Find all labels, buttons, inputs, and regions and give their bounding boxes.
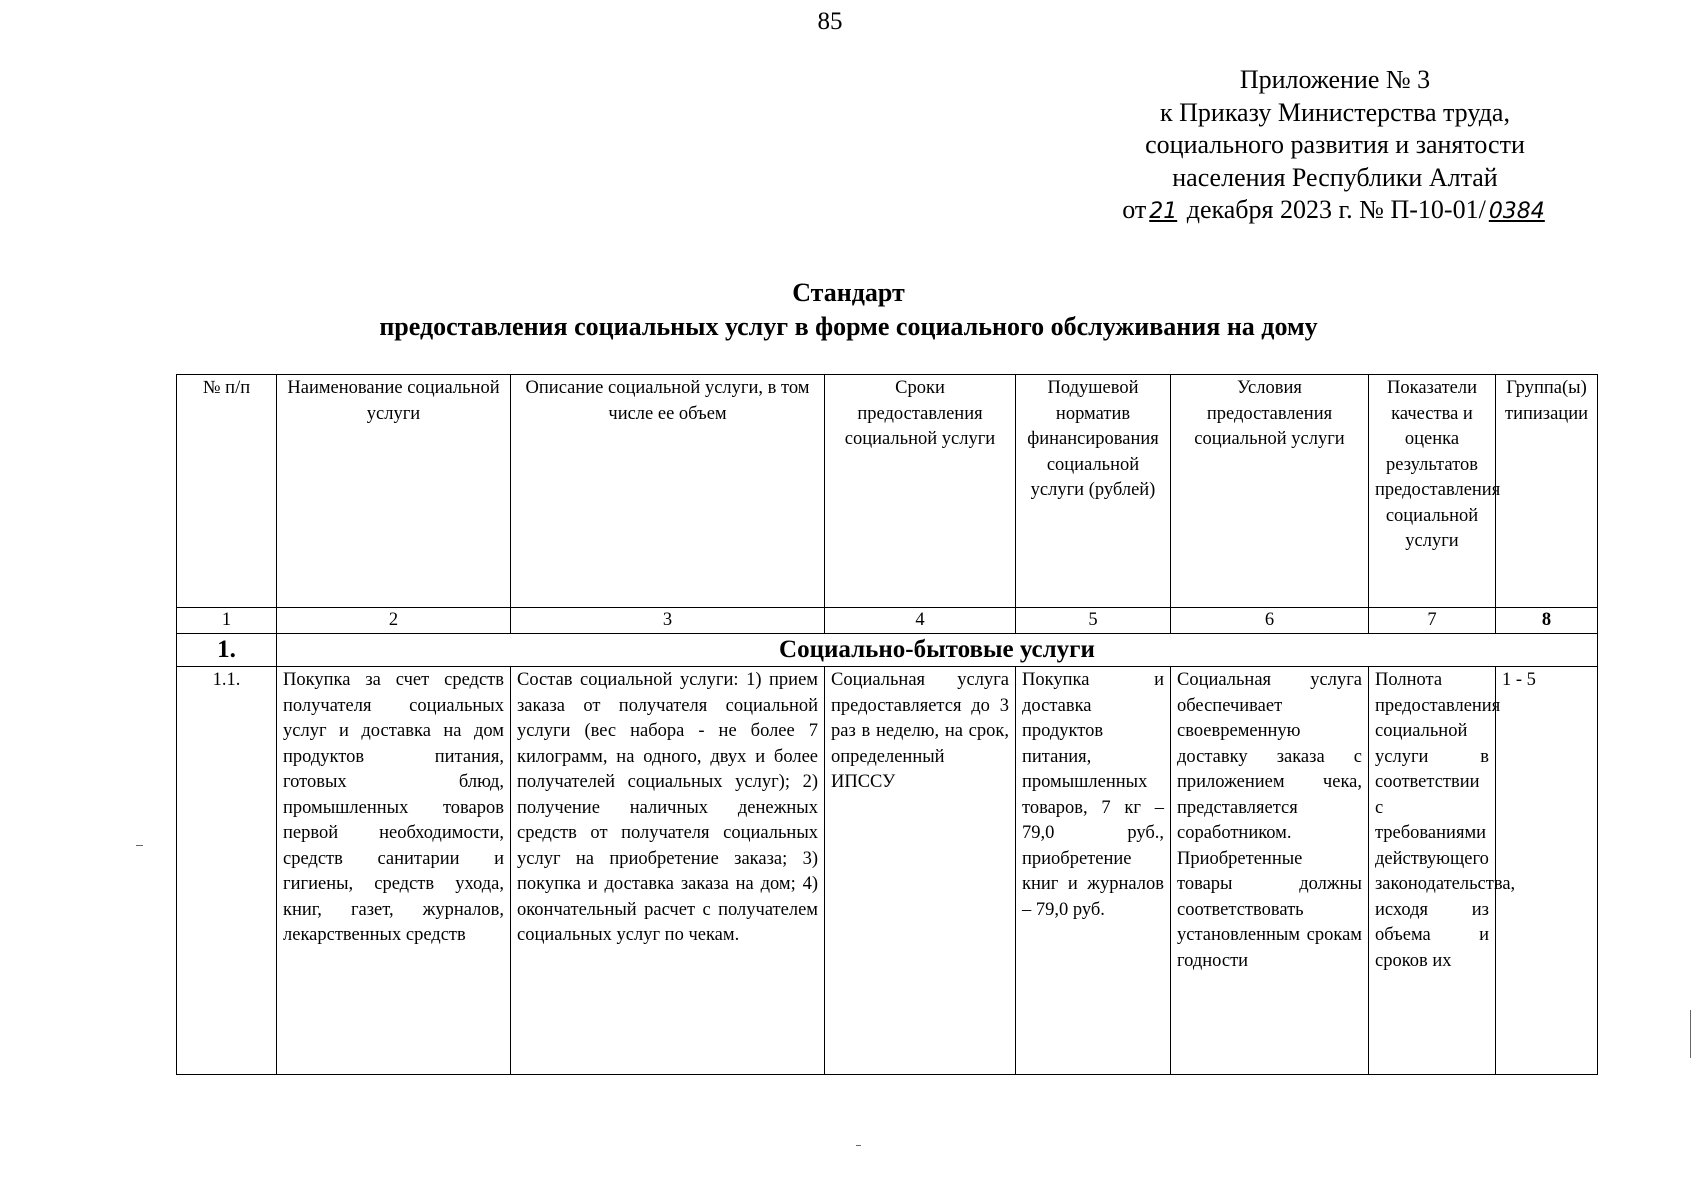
document-title (0, 276, 1697, 344)
header-cell-number: № п/п (177, 375, 277, 608)
title-line-1: Стандарт (792, 278, 905, 307)
scan-artifact (1690, 1010, 1691, 1058)
appendix-line-3: социального развития и занятости (1145, 130, 1525, 159)
header-cell-quality: Показатели качества и оценка результатов предоставления социальной услуги (1369, 375, 1496, 608)
column-number: 4 (825, 608, 1016, 634)
date-rest: декабря 2023 г. № П-10-01/ (1186, 195, 1486, 224)
section-number: 1. (177, 634, 277, 667)
title-line-2: предоставления социальных услуг в форме социального обслуживания на дому (379, 312, 1318, 341)
column-number: 7 (1369, 608, 1496, 634)
quality-cell: Полнота предоставления социальной услуги в соответствии с требованиями действующего законодательства, исходя из объема и сроков их (1369, 667, 1496, 1075)
scan-artifact (856, 1145, 861, 1146)
terms-cell: Социальная услуга предоставляется до 3 раз в неделю, на срок, определенный ИПССУ (825, 667, 1016, 1075)
table-row (177, 667, 1598, 1075)
appendix-date-line (1085, 194, 1585, 229)
group-cell: 1 - 5 (1496, 667, 1598, 1075)
page-number: 85 (817, 8, 843, 35)
column-number: 6 (1171, 608, 1369, 634)
appendix-line-4: населения Республики Алтай (1172, 162, 1498, 192)
appendix-line-2: к Приказу Министерства труда, (1160, 97, 1510, 127)
column-number-row (177, 608, 1598, 634)
column-number: 2 (277, 608, 511, 634)
column-number: 8 (1496, 608, 1598, 634)
row-number: 1.1. (177, 667, 277, 1075)
header-cell-terms: Сроки предоставления социальной услуги (825, 375, 1016, 608)
service-name-cell: Покупка за счет средств получателя социальных услуг и доставка на дом продуктов питания, готовых блюд, промышленных товаров первой необходимости, средств санитарии и гигиены, средств ухода, книг, газет, журналов, лекарственных средств (277, 667, 511, 1075)
header-cell-description: Описание социальной услуги, в том числе ее объем (511, 375, 825, 608)
column-number: 5 (1016, 608, 1171, 634)
header-cell-group: Группа(ы) типизации (1496, 375, 1598, 608)
handwritten-day: 21 (1149, 199, 1178, 224)
appendix-line-1: Приложение № 3 (1239, 65, 1431, 94)
section-row (177, 634, 1598, 667)
conditions-cell: Социальная услуга обеспечивает своевременную доставку заказа с приложением чека, представляется соработником. Приобретенные товары должны соответствовать установленным срокам годности (1171, 667, 1369, 1075)
header-cell-financing: Подушевой норматив финансирования социальной услуги (рублей) (1016, 375, 1171, 608)
section-title: Социально-бытовые услуги (277, 634, 1598, 667)
column-number: 3 (511, 608, 825, 634)
appendix-header (1085, 64, 1585, 229)
table-header-row (177, 375, 1598, 608)
financing-cell: Покупка и доставка продуктов питания, промышленных товаров, 7 кг – 79,0 руб., приобретение книг и журналов – 79,0 руб. (1016, 667, 1171, 1075)
handwritten-doc-number: 0384 (1488, 199, 1545, 224)
scan-artifact (136, 845, 143, 846)
header-cell-service-name: Наименование социальной услуги (277, 375, 511, 608)
standard-table (176, 374, 1598, 1075)
description-cell: Состав социальной услуги: 1) прием заказа от получателя социальной услуги (вес набора - не более 7 килограмм, на одного, двух и более получателей социальных услуг); 2) получение наличных денежных средств от получателя социальных услуг на приобретение заказа; 3) покупка и доставка заказа на дом; 4) окончательный расчет с получателем социальных услуг по чекам. (511, 667, 825, 1075)
date-prefix: от (1122, 195, 1147, 224)
column-number: 1 (177, 608, 277, 634)
header-cell-conditions: Условия предоставления социальной услуги (1171, 375, 1369, 608)
